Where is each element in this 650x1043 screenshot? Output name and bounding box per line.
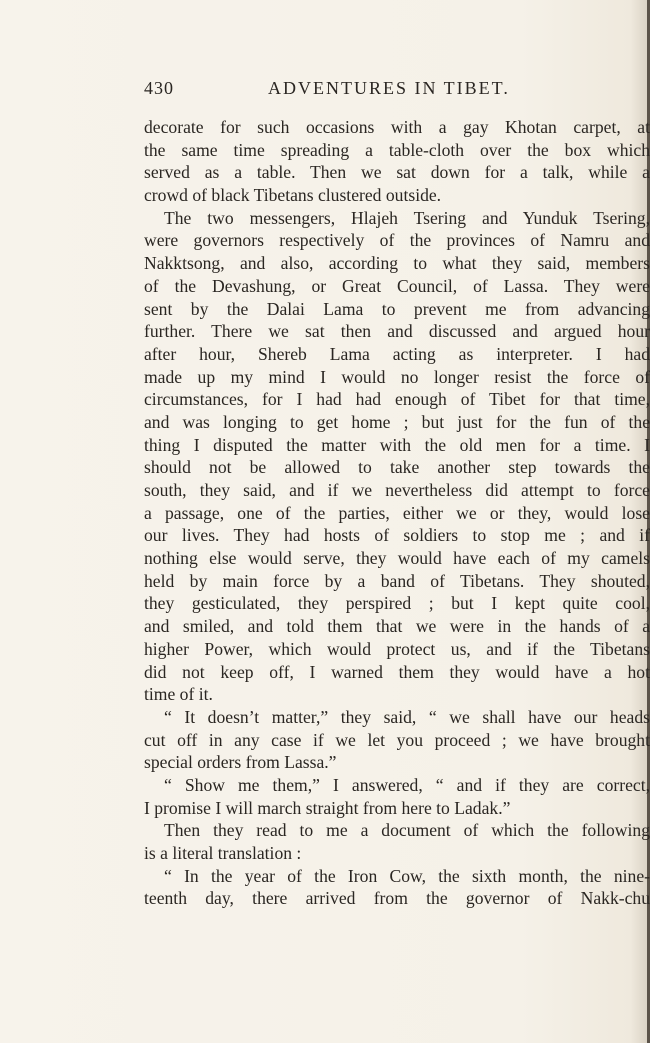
text-line: made up my mind I would no longer resist the force of: [144, 366, 650, 387]
text-line: higher Power, which would protect us, and if the Tibetans: [144, 638, 650, 659]
text-line: is a literal translation :: [144, 843, 302, 863]
running-title: ADVENTURES IN TIBET.: [268, 78, 510, 98]
text-line: nothing else would serve, they would have each of my camels: [144, 548, 650, 569]
text-line: cut off in any case if we let you proceed ; we have brought: [144, 729, 650, 750]
text-line: “ Show me them,” I answered, “ and if they are correct,: [164, 774, 650, 795]
text-line: our lives. They had hosts of soldiers to stop me ; and if: [144, 525, 650, 546]
text-line: a passage, one of the parties, either we or they, would lose: [144, 502, 650, 523]
text-line: crowd of black Tibetans clustered outside.: [144, 185, 442, 206]
text-line: Nakktsong, and also, according to what they said, members: [144, 253, 650, 274]
text-line: “ In the year of the Iron Cow, the sixth month, the nine-: [164, 865, 650, 886]
text-line: the same time spreading a table-cloth over the box which: [144, 139, 650, 160]
text-line: served as a table. Then we sat down for a talk, while a: [144, 162, 650, 183]
text-line: circumstances, for I had had enough of Tibet for that time,: [144, 389, 650, 410]
text-line: thing I disputed the matter with the old men for a time. I: [144, 434, 650, 455]
text-line: and smiled, and told them that we were in the hands of a: [144, 616, 650, 637]
text-line: “ It doesn’t matter,” they said, “ we shall have our heads: [164, 706, 650, 727]
text-line: teenth day, there arrived from the governor of Nakk-chu: [144, 888, 650, 909]
text-line: Then they read to me a document of which the following: [164, 820, 650, 841]
text-line: I promise I will march straight from here to Ladak.”: [144, 797, 511, 818]
text-line: special orders from Lassa.”: [144, 752, 337, 773]
text-line: and was longing to get home ; but just for the fun of the: [144, 411, 650, 432]
text-line: of the Devashung, or Great Council, of Lassa. They were: [144, 275, 650, 296]
text-line: did not keep off, I warned them they would have a hot: [144, 661, 650, 682]
text-line: time of it.: [144, 684, 213, 705]
text-line: were governors respectively of the provinces of Namru and: [144, 230, 650, 251]
text-line: after hour, Shereb Lama acting as interpreter. I had: [144, 343, 650, 364]
running-header: [144, 76, 650, 104]
text-line: they gesticulated, they perspired ; but I kept quite cool,: [144, 593, 650, 614]
text-line: sent by the Dalai Lama to prevent me from advancing: [144, 298, 650, 319]
text-line: The two messengers, Hlajeh Tsering and Yunduk Tsering,: [164, 207, 650, 228]
text-line: should not be allowed to take another step towards the: [144, 457, 650, 478]
text-line: south, they said, and if we nevertheless did attempt to force: [144, 480, 650, 500]
text-line: further. There we sat then and discussed and argued hour: [144, 321, 650, 342]
body-text: [144, 116, 650, 910]
page-number: 430: [144, 78, 174, 98]
text-line: held by main force by a band of Tibetans. They shouted,: [144, 570, 650, 591]
text-line: decorate for such occasions with a gay Khotan carpet, at: [144, 117, 650, 137]
